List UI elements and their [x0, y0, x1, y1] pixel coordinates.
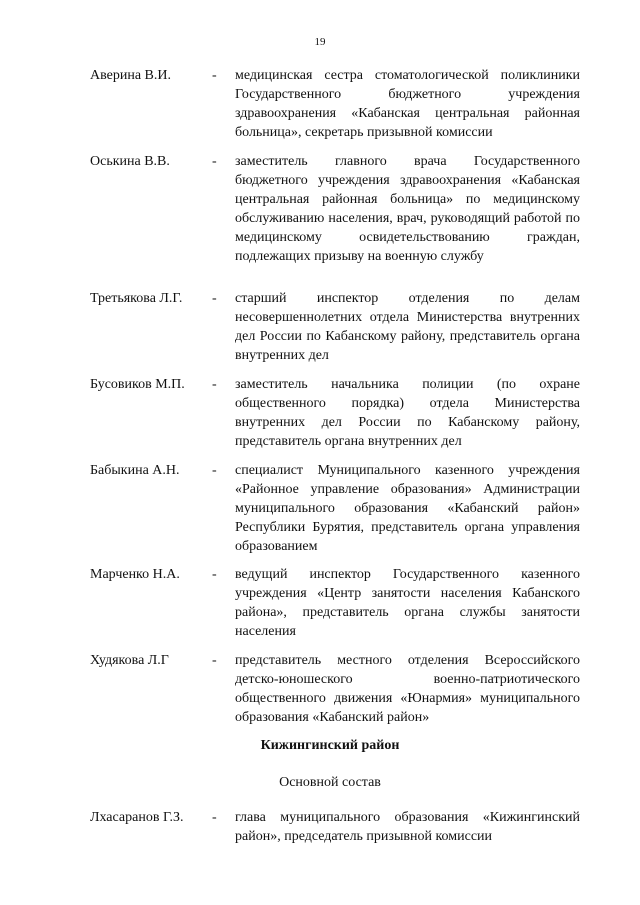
section-heading: Кижингинский район	[260, 738, 400, 753]
member-entry	[90, 152, 590, 266]
member-name: Третьякова Л.Г.	[90, 291, 183, 306]
member-entry	[90, 808, 590, 846]
page-number: 19	[314, 36, 326, 48]
member-name: Лхасаранов Г.З.	[90, 810, 184, 825]
member-name: Бусовиков М.П.	[90, 377, 185, 392]
dash-separator: -	[212, 68, 217, 83]
member-name: Марченко Н.А.	[90, 567, 180, 582]
dash-separator: -	[212, 154, 217, 169]
member-name: Аверина В.И.	[90, 68, 171, 83]
dash-separator: -	[212, 377, 217, 392]
member-position: представитель местного отделения Всероссийского детско-юношеского военно-патриотического общественного движения «Юнармия» муниципального образования «Кабанский район»	[235, 653, 580, 725]
member-position: медицинская сестра стоматологической поликлиники Государственного бюджетного учреждения здравоохранения «Кабанская центральная районная больница», секретарь призывной комиссии	[235, 68, 580, 140]
dash-separator: -	[212, 567, 217, 582]
dash-separator: -	[212, 291, 217, 306]
member-position: заместитель главного врача Государственного бюджетного учреждения здравоохранения «Кабанская центральная районная больница» по медицинскому обслуживанию населения, врач, руководящий работой по медицинскому освидетельствованию граждан, подлежащих призыву на военную службу	[235, 154, 580, 264]
dash-separator: -	[212, 810, 217, 825]
member-name: Оськина В.В.	[90, 154, 170, 169]
member-entry	[90, 66, 590, 142]
section-subheading: Основной состав	[279, 775, 381, 790]
dash-separator: -	[212, 463, 217, 478]
member-position: глава муниципального образования «Кижингинский район», председатель призывной комиссии	[235, 810, 580, 844]
member-entry	[90, 375, 590, 451]
member-entry	[90, 651, 590, 727]
member-name: Бабыкина А.Н.	[90, 463, 180, 478]
dash-separator: -	[212, 653, 217, 668]
member-position: специалист Муниципального казенного учреждения «Районное управление образования» Администрации муниципального образования «Кабанский район» Республики Бурятия, представитель органа управления образованием	[235, 463, 580, 554]
member-entry	[90, 461, 590, 556]
member-entry	[90, 289, 590, 365]
member-position: заместитель начальника полиции (по охране общественного порядка) отдела Министерства внутренних дел России по Кабанскому району, представитель органа внутренних дел	[235, 377, 580, 449]
member-position: старший инспектор отделения по делам несовершеннолетних отдела Министерства внутренних дел России по Кабанскому району, представитель органа внутренних дел	[235, 291, 580, 363]
member-entry	[90, 565, 590, 641]
member-position: ведущий инспектор Государственного казенного учреждения «Центр занятости населения Кабанского района», представитель органа службы занятости населения	[235, 567, 580, 639]
member-name: Худякова Л.Г	[90, 653, 169, 668]
